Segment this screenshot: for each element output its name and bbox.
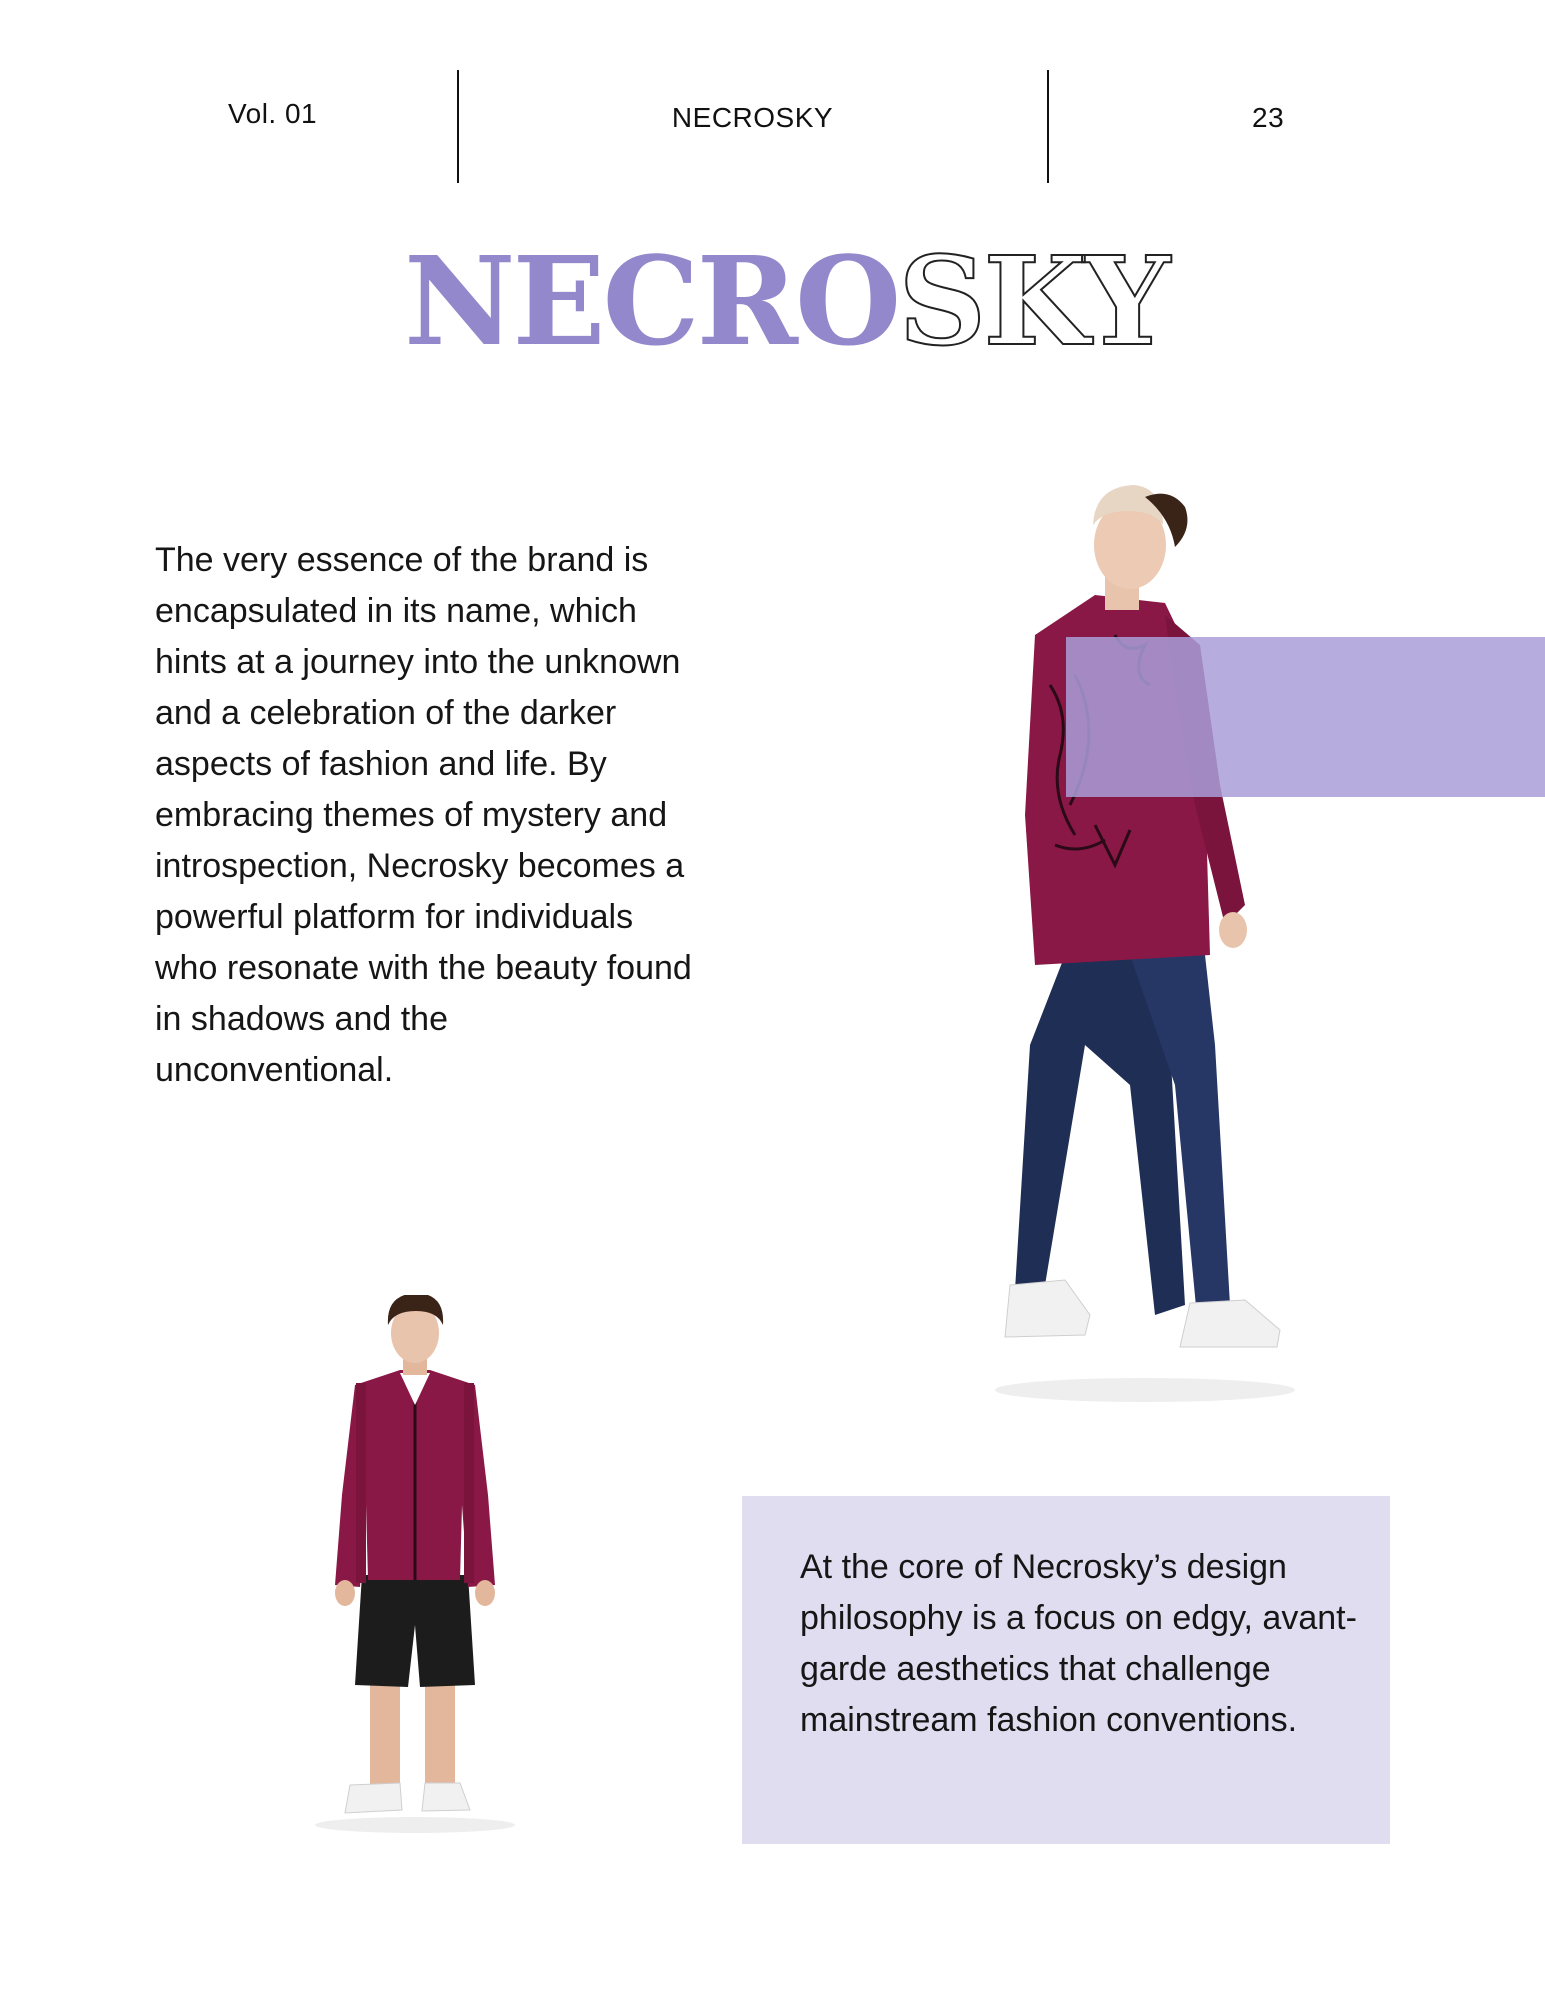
model-photo-standing	[290, 1295, 540, 1835]
page-number: 23	[1252, 102, 1285, 133]
header-divider-right	[1047, 70, 1049, 183]
logo-solid-part: NECRO	[404, 229, 899, 373]
intro-paragraph: The very essence of the brand is encapsulated in its name, which hints at a journey into the unknown and a celebration of the darker aspects of fashion and life. By embracing themes of mystery and introspection, Necrosky becomes a powerful platform for individuals who resonate with the beauty found in shadows and the unconventional.	[155, 541, 692, 1089]
logo-outline-part: SKY	[898, 229, 1168, 373]
accent-block	[1066, 637, 1545, 797]
volume-label: Vol. 01	[228, 98, 318, 129]
philosophy-paragraph: At the core of Necrosky’s design philosophy is a focus on edgy, avant-garde aesthetics that challenge mainstream fashion conventions.	[800, 1548, 1357, 1739]
header-brand: NECROSKY	[671, 102, 834, 133]
brand-logo	[404, 229, 1168, 373]
model-photo-walking	[915, 485, 1295, 1405]
